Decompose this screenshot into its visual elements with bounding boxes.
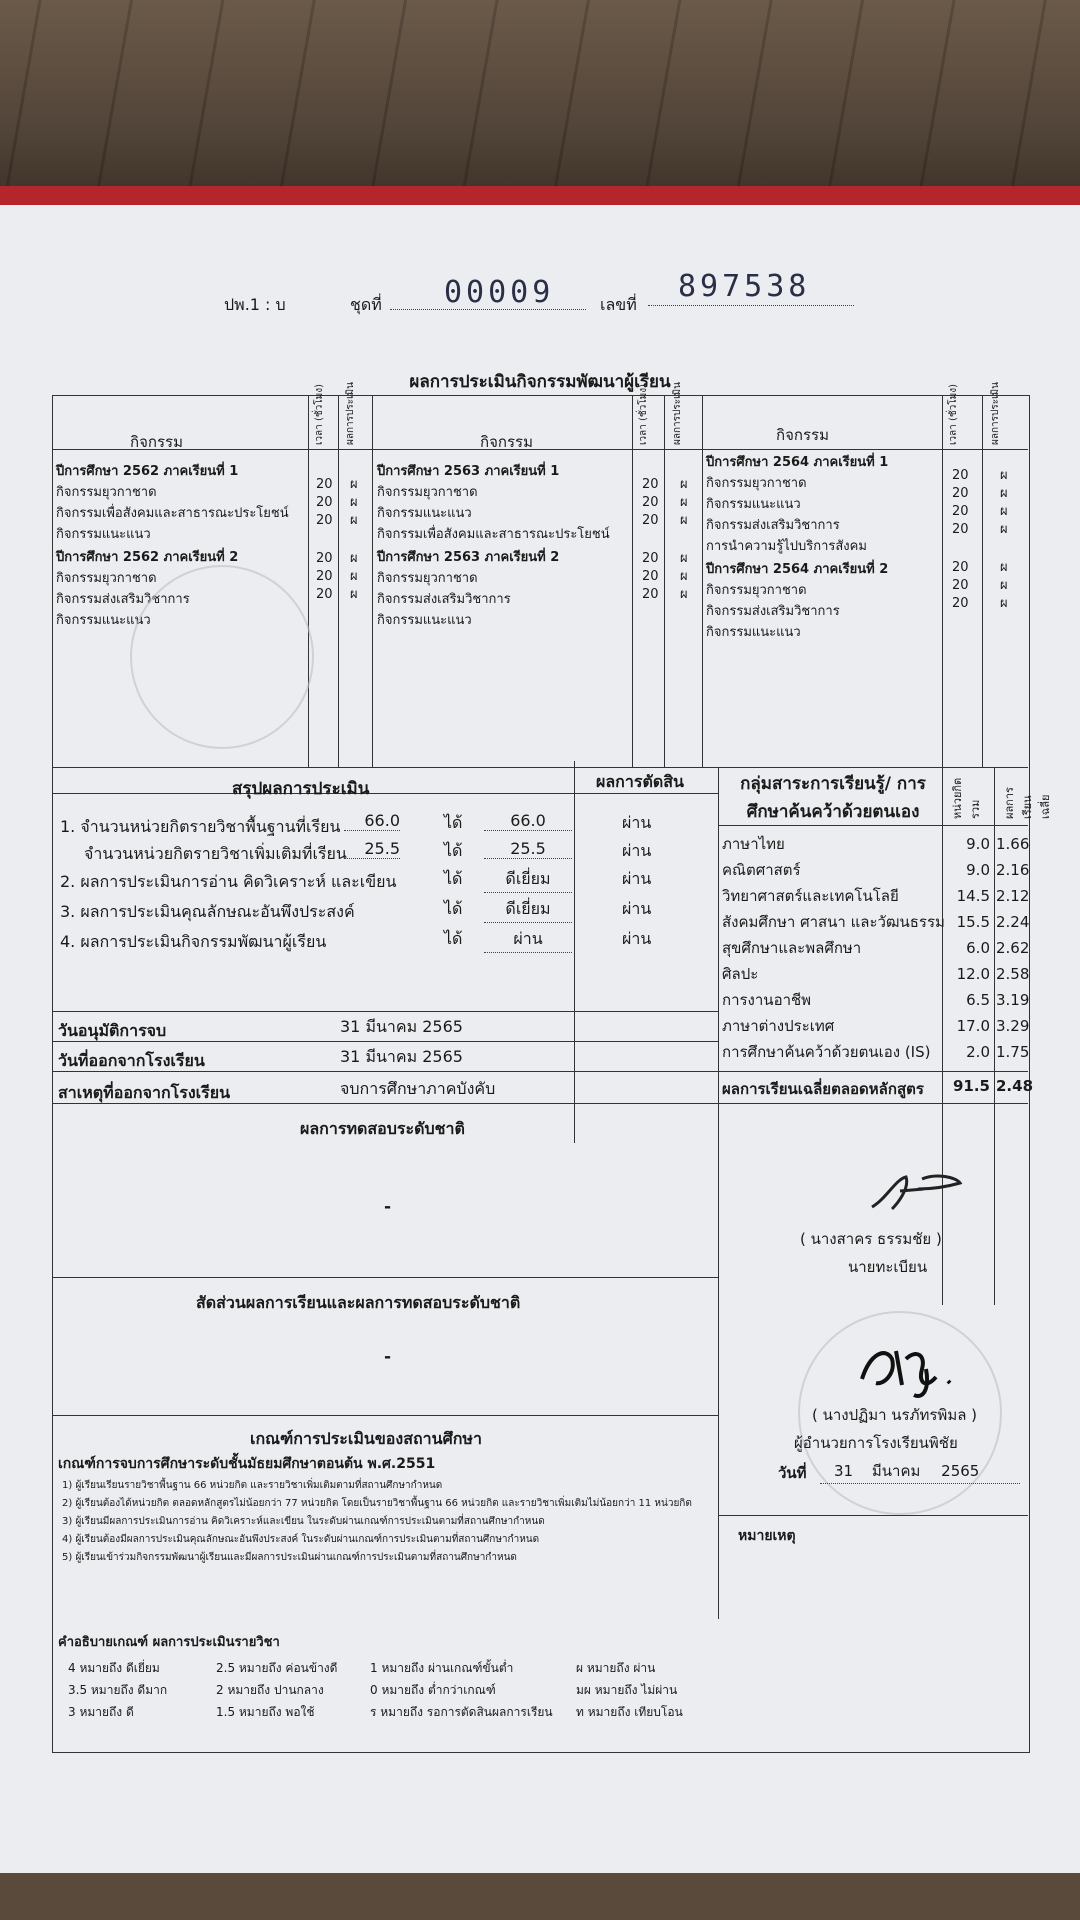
col-credits: หน่วยกิต รวม xyxy=(951,777,982,819)
legend-item: ร หมายถึง รอการตัดสินผลการเรียน xyxy=(370,1705,553,1719)
col-activity-1: กิจกรรม xyxy=(130,433,183,451)
term-heading: ปีการศึกษา 2562 ภาคเรียนที่ 1 xyxy=(56,464,239,479)
result: ผ xyxy=(350,569,358,584)
divider xyxy=(942,395,943,767)
total-bottom-line xyxy=(718,1103,1028,1104)
divider xyxy=(574,761,575,1143)
summary-row-1-got: ได้ xyxy=(444,813,463,832)
hours-column-1 xyxy=(316,476,333,604)
activity-name: กิจกรรมส่งเสริมวิชาการ xyxy=(377,592,511,607)
legend-item: 2 หมายถึง ปานกลาง xyxy=(216,1683,324,1697)
grades-list xyxy=(996,831,1030,1065)
activity-name: กิจกรรมแนะแนว xyxy=(706,497,801,512)
subject-grade: 3.29 xyxy=(996,1017,1030,1035)
decision-header: ผลการตัดสิน xyxy=(596,772,684,791)
activity-name: การนำความรู้ไปบริการสังคม xyxy=(706,539,867,554)
date-line xyxy=(820,1459,1020,1484)
criteria-item: 3) ผู้เรียนมีผลการประเมินการอ่าน คิดวิเคราะห์และเขียน ในระดับผ่านเกณฑ์การประเมินตามที่สถานศึกษากำหนด xyxy=(62,1516,545,1527)
remarks-line xyxy=(718,1515,1028,1516)
result: ผ xyxy=(1000,522,1008,537)
hours: 20 xyxy=(952,522,969,537)
activity-name: กิจกรรมแนะแนว xyxy=(56,613,151,628)
legend-item: 4 หมายถึง ดีเยี่ยม xyxy=(68,1661,160,1675)
director-name: ( นางปฏิมา นรภัทรพิมล ) xyxy=(812,1406,978,1424)
subject-grade: 2.58 xyxy=(996,965,1030,983)
subject-name: สังคมศึกษา ศาสนา และวัฒนธรรม xyxy=(722,913,945,931)
table-bottom xyxy=(0,1868,1080,1920)
approved-date: 31 มีนาคม 2565 xyxy=(340,1017,463,1036)
result: ผ xyxy=(680,569,688,584)
hours: 20 xyxy=(316,513,333,528)
term-heading: ปีการศึกษา 2563 ภาคเรียนที่ 1 xyxy=(377,464,560,479)
legend-item: ผ หมายถึง ผ่าน xyxy=(576,1661,656,1675)
credits-list xyxy=(944,831,990,1065)
director-title: ผู้อำนวยการโรงเรียนพิชัย xyxy=(794,1434,958,1452)
divider xyxy=(632,395,633,767)
result: ผ xyxy=(350,513,358,528)
national-test-title: ผลการทดสอบระดับชาติ xyxy=(300,1119,465,1138)
col-result-3: ผลการประเมิน xyxy=(990,382,1001,445)
criteria-item: 4) ผู้เรียนต้องมีผลการประเมินคุณลักษณะอันพึงประสงค์ ในระดับผ่านเกณฑ์การประเมินตามที่สถานศึกษากำหนด xyxy=(62,1534,540,1545)
summary-row-1-decision: ผ่าน xyxy=(622,813,652,832)
result: ผ xyxy=(1000,504,1008,519)
registrar-name: ( นางสาคร ธรรมชัย ) xyxy=(800,1230,942,1248)
result: ผ xyxy=(680,477,688,492)
document-number: 897538 xyxy=(678,269,811,304)
summary-row-3-result: ดีเยี่ยม xyxy=(484,867,572,893)
divider xyxy=(982,395,983,767)
summary-row-3-got: ได้ xyxy=(444,869,463,888)
hours: 20 xyxy=(642,477,659,492)
hours: 20 xyxy=(642,587,659,602)
activity-column-2 xyxy=(377,460,610,630)
activities-bottom-line xyxy=(52,767,1028,768)
activity-name: กิจกรรมเพื่อสังคมและสาธารณะประโยชน์ xyxy=(56,506,289,521)
summary-row-2-decision: ผ่าน xyxy=(622,841,652,860)
hours: 20 xyxy=(316,569,333,584)
remarks-title: หมายเหตุ xyxy=(738,1528,796,1544)
result: ผ xyxy=(1000,578,1008,593)
summary-row-4-label: 3. ผลการประเมินคุณลักษณะอันพึงประสงค์ xyxy=(60,902,355,921)
col-result-2: ผลการประเมิน xyxy=(672,382,683,445)
summary-row-4-result: ดีเยี่ยม xyxy=(484,897,572,923)
summary-row-3-decision: ผ่าน xyxy=(622,869,652,888)
legend-item: 3 หมายถึง ดี xyxy=(68,1705,134,1719)
subject-grade: 2.62 xyxy=(996,939,1030,957)
left-school-date: 31 มีนาคม 2565 xyxy=(340,1047,463,1066)
hours: 20 xyxy=(952,560,969,575)
hours: 20 xyxy=(642,495,659,510)
hours-column-3 xyxy=(952,467,969,613)
activity-name: กิจกรรมแนะแนว xyxy=(377,613,472,628)
graduation-top-line xyxy=(52,1011,718,1012)
subject-name: คณิตศาสตร์ xyxy=(722,861,801,879)
hours: 20 xyxy=(316,495,333,510)
legend-col-2 xyxy=(216,1657,337,1723)
col-grade: ผลการเรียน เฉลี่ย xyxy=(1003,787,1052,819)
legend-item: 2.5 หมายถึง ค่อนข้างดี xyxy=(216,1661,338,1675)
divider xyxy=(308,395,309,767)
subject-grade: 3.19 xyxy=(996,991,1030,1009)
subject-grade: 2.24 xyxy=(996,913,1030,931)
subject-grade: 1.75 xyxy=(996,1043,1030,1061)
criteria-title: เกณฑ์การประเมินของสถานศึกษา xyxy=(250,1429,482,1448)
date-day: 31 xyxy=(834,1462,854,1480)
form-code: ปพ.1 : บ xyxy=(224,295,286,314)
subject-credits: 12.0 xyxy=(956,965,990,983)
subject-name: การงานอาชีพ xyxy=(722,991,812,1009)
term-heading: ปีการศึกษา 2562 ภาคเรียนที่ 2 xyxy=(56,550,239,565)
summary-row-2-result: 25.5 xyxy=(484,839,572,859)
hours-column-2 xyxy=(642,476,659,604)
activity-name: กิจกรรมแนะแนว xyxy=(706,625,801,640)
summary-title: สรุปผลการประเมิน xyxy=(232,779,370,799)
summary-row-1-value: 66.0 xyxy=(344,811,400,831)
activity-name: กิจกรรมยุวกาชาด xyxy=(377,571,478,586)
criteria-item: 1) ผู้เรียนเรียนรายวิชาพื้นฐาน 66 หน่วยกิต และรายวิชาเพิ่มเติมตามที่สถานศึกษากำหนด xyxy=(62,1480,443,1491)
hours: 20 xyxy=(952,578,969,593)
divider xyxy=(664,395,665,767)
result: ผ xyxy=(350,495,358,510)
result: ผ xyxy=(1000,486,1008,501)
ratio-title: สัดส่วนผลการเรียนและผลการทดสอบระดับชาติ xyxy=(196,1293,521,1312)
legend-col-4 xyxy=(576,1657,683,1723)
activity-name: กิจกรรมยุวกาชาด xyxy=(56,571,157,586)
legend-item: 0 หมายถึง ต่ำกว่าเกณฑ์ xyxy=(370,1683,496,1697)
subject-credits: 9.0 xyxy=(966,861,990,879)
criteria-item: 5) ผู้เรียนเข้าร่วมกิจกรรมพัฒนาผู้เรียนและมีผลการประเมินผ่านเกณฑ์การประเมินตามที่สถานศึกษากำหนด xyxy=(62,1552,517,1563)
total-label: ผลการเรียนเฉลี่ยตลอดหลักสูตร xyxy=(722,1080,924,1098)
subject-credits: 2.0 xyxy=(966,1043,990,1061)
summary-row-4-got: ได้ xyxy=(444,899,463,918)
summary-row-5-label: 4. ผลการประเมินกิจกรรมพัฒนาผู้เรียน xyxy=(60,932,327,951)
hours: 20 xyxy=(642,569,659,584)
total-grade: 2.48 xyxy=(996,1077,1034,1095)
document-number-line xyxy=(648,269,854,306)
summary-row-2-value: 25.5 xyxy=(344,839,400,859)
col-activity-2: กิจกรรม xyxy=(480,433,533,451)
hours: 20 xyxy=(642,551,659,566)
summary-row-5-decision: ผ่าน xyxy=(622,929,652,948)
director-signature xyxy=(856,1329,966,1399)
activity-column-3 xyxy=(706,451,888,642)
subject-name: ภาษาไทย xyxy=(722,835,785,853)
result: ผ xyxy=(680,587,688,602)
activities-title: ผลการประเมินกิจกรรมพัฒนาผู้เรียน xyxy=(409,372,671,392)
subject-name: สุขศึกษาและพลศึกษา xyxy=(722,939,862,957)
subject-grade: 2.16 xyxy=(996,861,1030,879)
hours: 20 xyxy=(316,477,333,492)
subjects-list xyxy=(722,831,945,1065)
divider xyxy=(702,395,703,767)
subject-name: ศิลปะ xyxy=(722,965,759,983)
legend-item: 3.5 หมายถึง ดีมาก xyxy=(68,1683,168,1697)
col-result-1: ผลการประเมิน xyxy=(345,382,356,445)
hours: 20 xyxy=(642,513,659,528)
date-label: วันที่ xyxy=(778,1464,807,1482)
summary-row-1-result: 66.0 xyxy=(484,811,572,831)
registrar-title: นายทะเบียน xyxy=(848,1258,928,1276)
divider xyxy=(372,395,373,767)
registrar-signature xyxy=(866,1169,966,1219)
hours: 20 xyxy=(952,486,969,501)
hours: 20 xyxy=(952,596,969,611)
activity-name: กิจกรรมยุวกาชาด xyxy=(706,476,807,491)
criteria-subtitle: เกณฑ์การจบการศึกษาระดับชั้นมัธยมศึกษาตอนต้น พ.ศ.2551 xyxy=(58,1456,436,1472)
activity-name: กิจกรรมเพื่อสังคมและสาธารณะประโยชน์ xyxy=(377,527,610,542)
divider xyxy=(52,1415,718,1416)
subject-credits: 14.5 xyxy=(956,887,990,905)
subjects-header: กลุ่มสาระการเรียนรู้/ การศึกษาค้นคว้าด้วยตนเอง xyxy=(740,774,926,822)
activity-name: กิจกรรมแนะแนว xyxy=(377,506,472,521)
col-hours-1: เวลา (ชั่วโมง) xyxy=(314,383,325,445)
summary-row-5-result: ผ่าน xyxy=(484,927,572,953)
result: ผ xyxy=(680,495,688,510)
subject-grade: 2.12 xyxy=(996,887,1030,905)
activity-name: กิจกรรมยุวกาชาด xyxy=(56,485,157,500)
activity-name: กิจกรรมยุวกาชาด xyxy=(377,485,478,500)
activity-name: กิจกรรมส่งเสริมวิชาการ xyxy=(706,518,840,533)
hours: 20 xyxy=(952,504,969,519)
subject-credits: 6.0 xyxy=(966,939,990,957)
subject-credits: 17.0 xyxy=(956,1017,990,1035)
legend-item: 1 หมายถึง ผ่านเกณฑ์ขั้นต่ำ xyxy=(370,1661,514,1675)
national-test-value: - xyxy=(384,1197,392,1217)
embossed-seal xyxy=(130,565,314,749)
hours: 20 xyxy=(316,587,333,602)
result: ผ xyxy=(1000,560,1008,575)
legend-col-1 xyxy=(68,1657,167,1723)
total-top-line xyxy=(718,1071,1028,1072)
col-hours-3: เวลา (ชั่วโมง) xyxy=(948,383,959,445)
summary-row-3-label: 2. ผลการประเมินการอ่าน คิดวิเคราะห์ และเขียน xyxy=(60,872,397,891)
result: ผ xyxy=(350,587,358,602)
result-column-2 xyxy=(680,476,688,604)
summary-row-5-got: ได้ xyxy=(444,929,463,948)
set-number: 00009 xyxy=(444,275,555,310)
legend-col-3 xyxy=(370,1657,553,1723)
reason-value: จบการศึกษาภาคบังคับ xyxy=(340,1079,496,1098)
date-year: 2565 xyxy=(941,1462,980,1480)
summary-row-1-label: 1. จำนวนหน่วยกิตรายวิชาพื้นฐานที่เรียน xyxy=(60,817,341,836)
subject-name: ภาษาต่างประเทศ xyxy=(722,1017,835,1035)
divider xyxy=(718,1103,719,1619)
hours: 20 xyxy=(316,551,333,566)
result: ผ xyxy=(680,513,688,528)
summary-row-4-decision: ผ่าน xyxy=(622,899,652,918)
term-heading: ปีการศึกษา 2564 ภาคเรียนที่ 2 xyxy=(706,562,889,577)
col-activity-3: กิจกรรม xyxy=(776,426,829,444)
result: ผ xyxy=(1000,596,1008,611)
activities-header-line xyxy=(52,449,1028,450)
transcript-paper xyxy=(0,205,1080,1873)
activity-name: กิจกรรมยุวกาชาด xyxy=(706,583,807,598)
summary-row-2-label: จำนวนหน่วยกิตรายวิชาเพิ่มเติมที่เรียน xyxy=(84,844,347,863)
criteria-item: 2) ผู้เรียนต้องได้หน่วยกิต ตลอดหลักสูตรไม่น้อยกว่า 77 หน่วยกิต โดยเป็นรายวิชาพื้นฐาน 66 หน่วยกิต และรายวิชาเพิ่มเติมไม่น้อยกว่า 11 หน่วยกิต xyxy=(62,1498,692,1509)
legend-title: คำอธิบายเกณฑ์ ผลการประเมินรายวิชา xyxy=(58,1635,280,1650)
ratio-value: - xyxy=(384,1347,392,1367)
date-month: มีนาคม xyxy=(871,1462,921,1480)
activity-name: กิจกรรมส่งเสริมวิชาการ xyxy=(706,604,840,619)
hours: 20 xyxy=(952,468,969,483)
subject-credits: 6.5 xyxy=(966,991,990,1009)
legend-item: ท หมายถึง เทียบโอน xyxy=(576,1705,683,1719)
number-label: เลขที่ xyxy=(600,295,637,314)
wooden-table-background xyxy=(0,0,1080,200)
subject-credits: 15.5 xyxy=(956,913,990,931)
col-hours-2: เวลา (ชั่วโมง) xyxy=(638,383,649,445)
legend-item: 1.5 หมายถึง พอใช้ xyxy=(216,1705,315,1719)
term-heading: ปีการศึกษา 2564 ภาคเรียนที่ 1 xyxy=(706,455,889,470)
activity-name: กิจกรรมแนะแนว xyxy=(56,527,151,542)
subject-grade: 1.66 xyxy=(996,835,1030,853)
left-school-label: วันที่ออกจากโรงเรียน xyxy=(58,1051,205,1070)
term-heading: ปีการศึกษา 2563 ภาคเรียนที่ 2 xyxy=(377,550,560,565)
set-label: ชุดที่ xyxy=(350,295,382,314)
approved-label: วันอนุมัติการจบ xyxy=(58,1021,167,1040)
subject-credits: 9.0 xyxy=(966,835,990,853)
subject-name: การศึกษาค้นคว้าด้วยตนเอง (IS) xyxy=(722,1043,931,1061)
criteria-list xyxy=(62,1477,692,1567)
result: ผ xyxy=(680,551,688,566)
divider xyxy=(994,767,995,1305)
subject-name: วิทยาศาสตร์และเทคโนโลยี xyxy=(722,887,899,905)
reason-label: สาเหตุที่ออกจากโรงเรียน xyxy=(58,1083,231,1102)
divider xyxy=(52,1277,718,1278)
legend-item: มผ หมายถึง ไม่ผ่าน xyxy=(576,1683,678,1697)
result: ผ xyxy=(350,551,358,566)
summary-row-2-got: ได้ xyxy=(444,841,463,860)
result-column-1 xyxy=(350,476,358,604)
result: ผ xyxy=(1000,468,1008,483)
set-number-line xyxy=(390,275,586,310)
result-column-3 xyxy=(1000,467,1008,613)
activity-name: กิจกรรมส่งเสริมวิชาการ xyxy=(56,592,190,607)
divider xyxy=(338,395,339,767)
result: ผ xyxy=(350,477,358,492)
total-credits: 91.5 xyxy=(952,1077,990,1095)
